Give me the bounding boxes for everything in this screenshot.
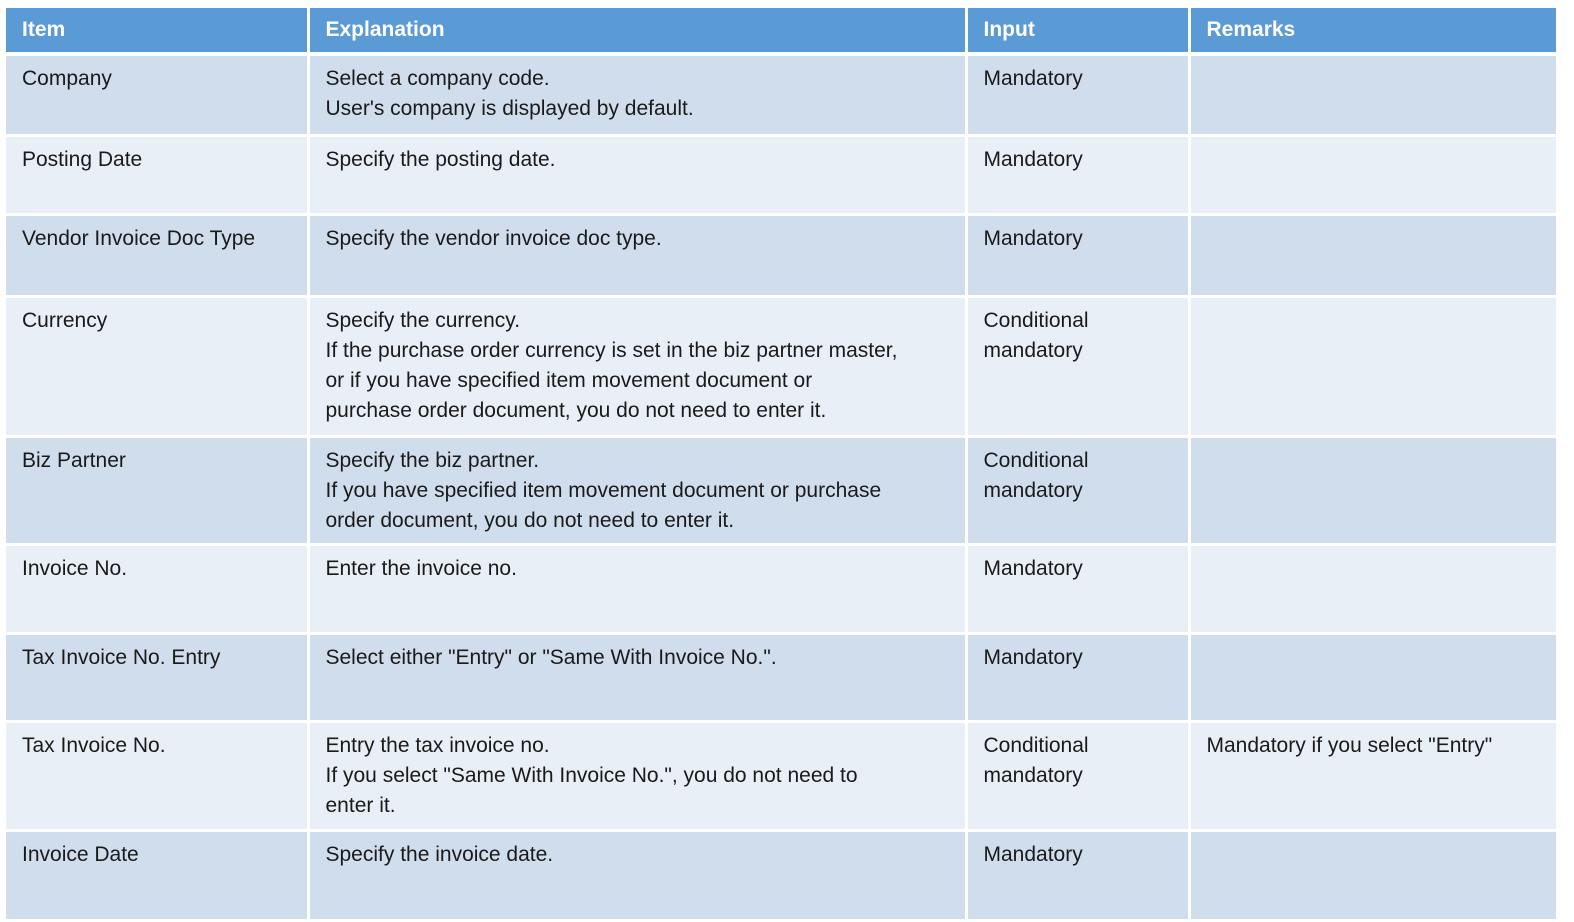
table-row [6, 437, 1556, 545]
header-item: Item [6, 8, 308, 54]
cell-input: Conditional mandatory [966, 297, 1189, 437]
cell-input: Conditional mandatory [966, 437, 1189, 545]
cell-item: Company [6, 54, 308, 136]
cell-item: Currency [6, 297, 308, 437]
table-row [6, 831, 1556, 921]
cell-input: Mandatory [966, 215, 1189, 297]
header-remarks: Remarks [1189, 8, 1556, 54]
cell-explanation: Specify the currency. If the purchase order currency is set in the biz partner master, or if you have specified item movement document or purchase order document, you do not need to enter it. [308, 297, 966, 437]
cell-explanation: Specify the vendor invoice doc type. [308, 215, 966, 297]
cell-remarks [1189, 437, 1556, 545]
cell-item: Tax Invoice No. [6, 722, 308, 831]
cell-item: Invoice Date [6, 831, 308, 921]
cell-input: Mandatory [966, 54, 1189, 136]
table-row [6, 297, 1556, 437]
cell-remarks [1189, 831, 1556, 921]
cell-remarks [1189, 215, 1556, 297]
cell-item: Biz Partner [6, 437, 308, 545]
header-input: Input [966, 8, 1189, 54]
table-row [6, 634, 1556, 722]
cell-explanation: Select a company code. User's company is displayed by default. [308, 54, 966, 136]
cell-explanation: Entry the tax invoice no. If you select "Same With Invoice No.", you do not need to enter it. [308, 722, 966, 831]
table-row [6, 545, 1556, 634]
cell-input: Mandatory [966, 545, 1189, 634]
cell-input: Mandatory [966, 136, 1189, 215]
table-header-row [6, 8, 1556, 54]
cell-explanation: Select either "Entry" or "Same With Invoice No.". [308, 634, 966, 722]
cell-remarks [1189, 54, 1556, 136]
cell-explanation: Specify the invoice date. [308, 831, 966, 921]
cell-explanation: Specify the biz partner. If you have specified item movement document or purchase order document, you do not need to enter it. [308, 437, 966, 545]
cell-remarks [1189, 297, 1556, 437]
cell-input: Mandatory [966, 634, 1189, 722]
cell-explanation: Specify the posting date. [308, 136, 966, 215]
field-spec-table [6, 8, 1556, 922]
table-row [6, 215, 1556, 297]
table-row [6, 54, 1556, 136]
cell-input: Mandatory [966, 831, 1189, 921]
cell-item: Posting Date [6, 136, 308, 215]
cell-item: Vendor Invoice Doc Type [6, 215, 308, 297]
cell-remarks [1189, 545, 1556, 634]
table-row [6, 136, 1556, 215]
field-spec-table-container [6, 8, 1556, 922]
cell-item: Invoice No. [6, 545, 308, 634]
table-row [6, 722, 1556, 831]
cell-remarks: Mandatory if you select "Entry" [1189, 722, 1556, 831]
cell-remarks [1189, 634, 1556, 722]
cell-remarks [1189, 136, 1556, 215]
cell-input: Conditional mandatory [966, 722, 1189, 831]
cell-item: Tax Invoice No. Entry [6, 634, 308, 722]
cell-explanation: Enter the invoice no. [308, 545, 966, 634]
header-explanation: Explanation [308, 8, 966, 54]
